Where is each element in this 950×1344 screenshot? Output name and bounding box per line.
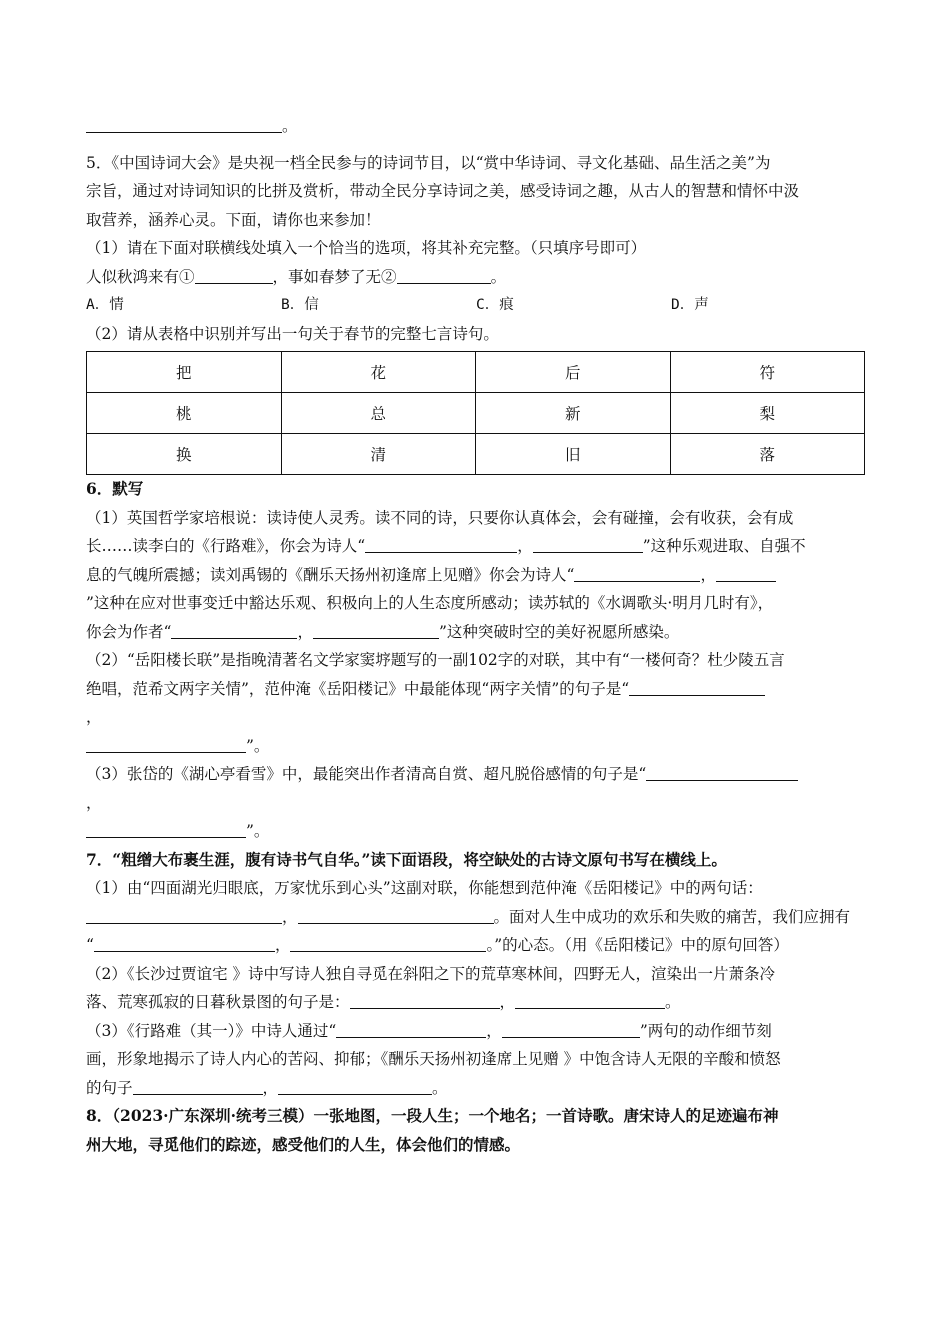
table-cell: 后	[476, 352, 671, 393]
q7-text-line: 落、荒寒孤寂的日暮秋景图的句子是： ， 。	[86, 993, 681, 1011]
table-cell: 把	[87, 352, 282, 393]
answer-blank[interactable]	[646, 764, 798, 781]
q6-text-line: （3）张岱的《湖心亭看雪》中，最能突出作者清高自赏、超凡脱俗感情的句子是“	[86, 760, 866, 789]
q7-text-line: （1）由“四面湖光归眼底，万家忧乐到心头”这副对联，你能想到范仲淹《岳阳楼记》中的两句话：	[86, 879, 763, 897]
table-cell: 总	[281, 393, 476, 434]
q6-answer-line: ”。	[86, 732, 866, 761]
q4-answer-line: 。	[86, 112, 866, 141]
q5-couplet: 人似秋鸿来有① ，事如春梦了无② 。	[86, 267, 507, 286]
question-8	[86, 1102, 866, 1159]
answer-blank[interactable]	[133, 1078, 263, 1095]
blank-marker-1: ①	[179, 267, 195, 286]
answer-blank[interactable]	[629, 679, 765, 696]
option-d[interactable]: D．声	[671, 297, 709, 313]
table-cell: 换	[87, 434, 282, 475]
answer-blank[interactable]	[171, 622, 297, 639]
blank-marker-2: ②	[381, 267, 397, 286]
q8-text-line: 8．（2023·广东深圳·统考三模）一张地图，一段人生；一个地名；一首诗歌。唐宋诗人的足迹遍布神	[86, 1106, 779, 1125]
q5-text-line: 取营养，涵养心灵。下面，请你也来参加！	[86, 210, 381, 229]
option-c[interactable]: C．痕	[476, 297, 514, 313]
q6-text-line: ”这种在应对世事变迁中豁达乐观、积极向上的人生态度所感动；读苏轼的《水调歌头·明月几时有》，	[86, 594, 774, 612]
table-cell: 清	[281, 434, 476, 475]
q6-comma-line: ，	[86, 793, 102, 812]
q8-text-line: 州大地，寻觅他们的踪迹，感受他们的人生，体会他们的情感。	[86, 1134, 521, 1154]
answer-blank[interactable]	[515, 992, 665, 1009]
question-5	[86, 149, 866, 476]
answer-blank[interactable]	[397, 267, 491, 284]
answer-blank[interactable]	[574, 565, 700, 582]
answer-blank[interactable]	[350, 992, 500, 1009]
character-table	[86, 351, 865, 475]
table-cell: 落	[670, 434, 865, 475]
q6-text-line: （2）“岳阳楼长联”是指晚清著名文学家窦垿题写的一副102字的对联，其中有“一楼何奇？杜少陵五言	[86, 651, 785, 669]
answer-blank[interactable]	[502, 1021, 640, 1038]
table-cell: 符	[670, 352, 865, 393]
q5-sub2: （2）请从表格中识别并写出一句关于春节的完整七言诗句。	[86, 324, 499, 343]
q7-text-line: 的句子 ， 。	[86, 1078, 448, 1097]
answer-blank[interactable]	[716, 565, 776, 582]
answer-blank[interactable]	[313, 622, 439, 639]
answer-blank[interactable]	[298, 907, 494, 924]
table-cell: 梨	[670, 393, 865, 434]
answer-blank[interactable]	[533, 536, 643, 553]
q6-answer-line: ”。	[86, 817, 866, 846]
question-7	[86, 846, 866, 1103]
table-row	[87, 352, 865, 393]
q6-text-line: 息的气魄所震撼；读刘禹锡的《酬乐天扬州初逢席上见赠》你会为诗人“ ，	[86, 561, 866, 590]
answer-blank[interactable]	[86, 821, 246, 838]
table-cell: 桃	[87, 393, 282, 434]
q5-options	[86, 291, 866, 320]
answer-blank[interactable]	[86, 736, 246, 753]
q6-text-line: （1）英国哲学家培根说：读诗使人灵秀。读不同的诗，只要你认真体会，会有碰撞，会有收获，会有成	[86, 508, 794, 527]
q7-text-line: ， 。面对人生中成功的欢乐和失败的痛苦，我们应拥有	[86, 903, 866, 932]
table-cell: 旧	[476, 434, 671, 475]
q7-text-line: 画，形象地揭示了诗人内心的苦闷、抑郁；《酬乐天扬州初逢席上见赠 》中饱含诗人无限的辛酸和愤怒	[86, 1050, 781, 1068]
table-cell: 花	[281, 352, 476, 393]
answer-blank[interactable]	[94, 935, 275, 952]
q5-text-line: 宗旨，通过对诗词知识的比拼及赏析，带动全民分享诗词之美，感受诗词之趣，从古人的智慧和情怀中汲	[86, 182, 800, 200]
answer-blank[interactable]	[278, 1078, 432, 1095]
answer-blank[interactable]	[365, 536, 517, 553]
option-a[interactable]: A．情	[86, 297, 124, 313]
table-row	[87, 434, 865, 475]
q6-comma-line: ，	[86, 708, 102, 726]
answer-blank[interactable]	[195, 267, 273, 284]
document-page	[86, 112, 866, 1159]
q5-text-line: 5．《中国诗词大会》是央视一档全民参与的诗词节目，以“赏中华诗词、寻文化基础、品生活之美”为	[86, 153, 771, 172]
answer-blank[interactable]	[86, 116, 282, 133]
question-6	[86, 475, 866, 846]
answer-blank[interactable]	[336, 1021, 486, 1038]
q6-text-line: 你会为作者“ ， ”这种突破时空的美好祝愿所感染。	[86, 622, 680, 641]
table-row	[87, 393, 865, 434]
q7-title: 7．“粗缯大布裹生涯，腹有诗书气自华。”读下面语段，将空缺处的古诗文原句书写在横线上。	[86, 849, 727, 869]
q5-sub1: （1）请在下面对联横线处填入一个恰当的选项，将其补充完整。（只填序号即可）	[86, 239, 647, 257]
table-cell: 新	[476, 393, 671, 434]
answer-blank[interactable]	[86, 907, 282, 924]
q7-text-line: （3）《行路难（其一）》中诗人通过“ ， ”两句的动作细节刻	[86, 1021, 772, 1040]
q6-title: 6．默写	[86, 479, 144, 498]
q7-text-line: （2）《长沙过贾谊宅 》诗中写诗人独自寻觅在斜阳之下的荒草寒林间，四野无人，渲染出一片萧条冷	[86, 964, 776, 983]
option-b[interactable]: B．信	[281, 297, 319, 313]
q6-text-line: 绝唱，范希文两字关情”，范仲淹《岳阳楼记》中最能体现“两字关情”的句子是“	[86, 675, 866, 704]
q7-text-line: “ ， 。”的心态。（用《岳阳楼记》中的原句回答）	[86, 936, 789, 954]
q6-text-line: 长……读李白的《行路难》，你会为诗人“ ， ”这种乐观进取、自强不	[86, 537, 806, 555]
answer-blank[interactable]	[290, 935, 486, 952]
